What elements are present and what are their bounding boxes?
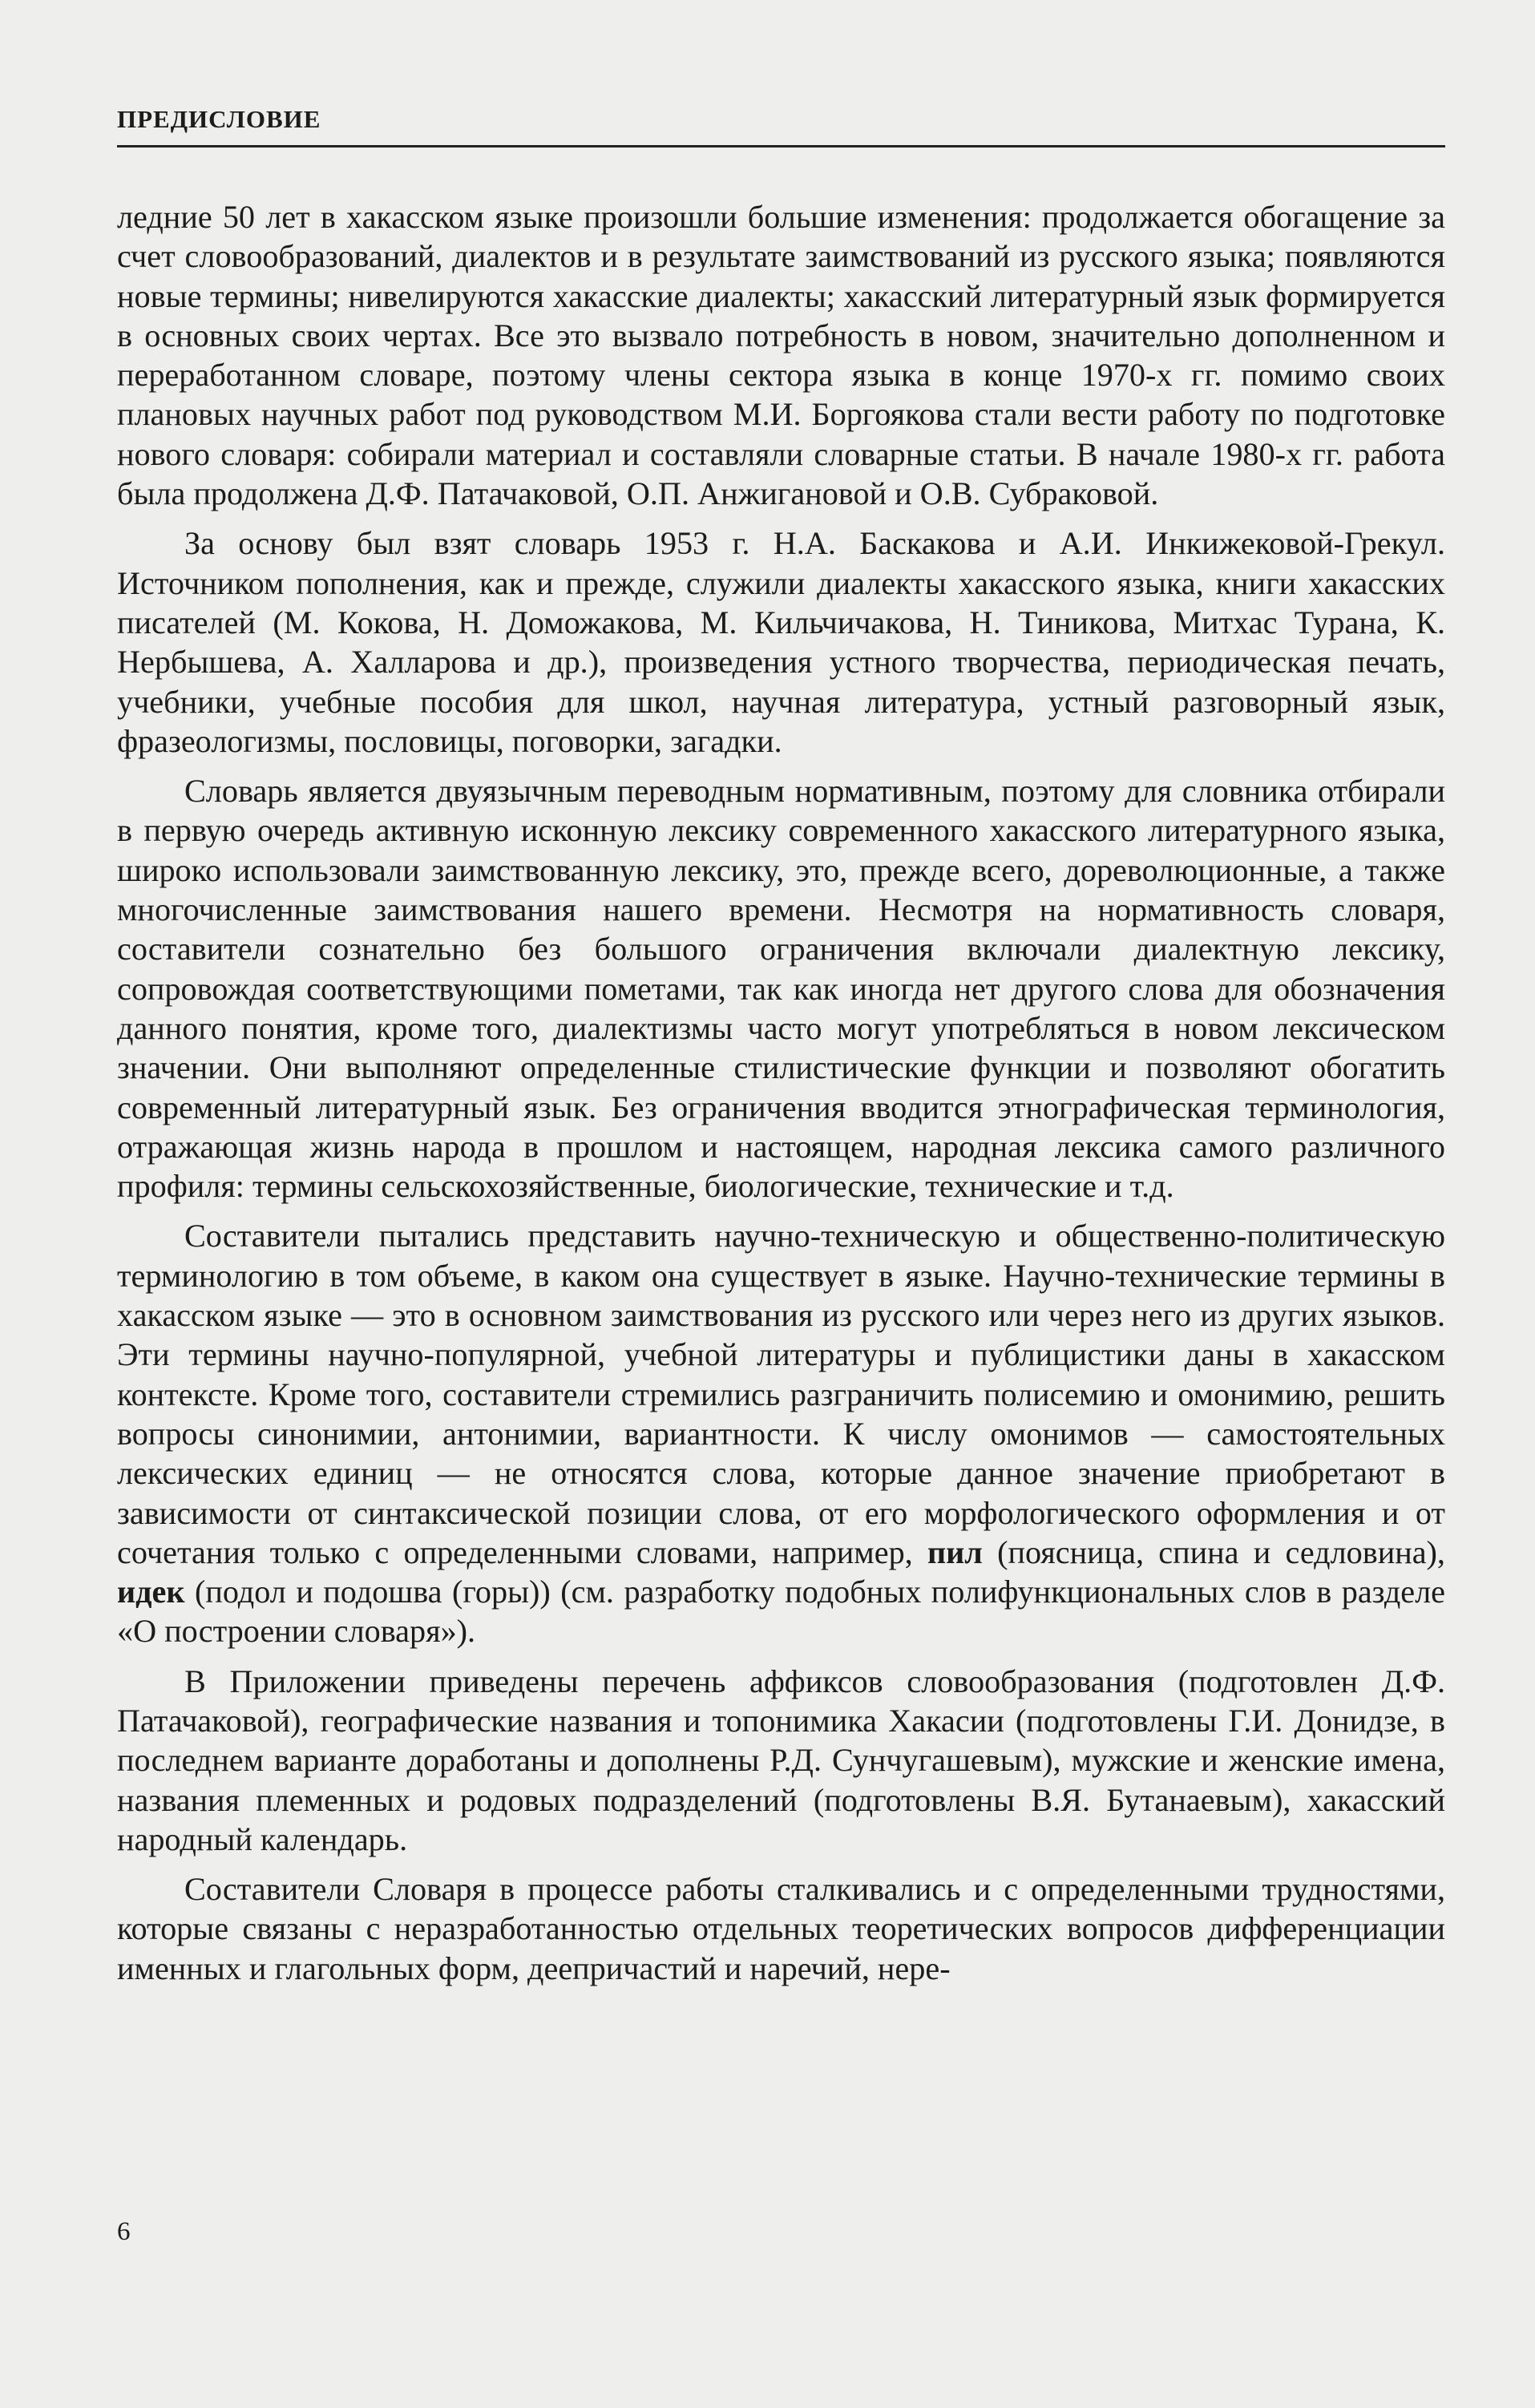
text-segment: (поясница, спина и седловина), — [982, 1533, 1445, 1570]
page-number: 6 — [117, 2217, 131, 2246]
paragraph — [117, 523, 1445, 761]
headword: идек — [117, 1574, 185, 1610]
text-segment: Составители Словаря в процессе работы сталкивались и с определенными трудностями, которые связаны с неразработанностью отдельных теоретических вопросов дифференциации именных и глагольных форм, деепричастий и наречий, нере- — [117, 1871, 1445, 1986]
text-segment: ледние 50 лет в хакасском языке произошли большие изменения: продолжается обогащение за счет словообразований, диалектов и в результате заимствований из русского языка; появляются новые термины; нивелируются хакасские диалекты; хакасский литературный язык формируется в основных своих чертах. Все это вызвало потребность в новом, значительно дополненном и переработанном словаре, поэтому члены сектора языка в конце 1970-х гг. помимо своих плановых научных работ под руководством М.И. Боргоякова стали вести работу по подготовке нового словаря: собирали материал и составляли словарные статьи. В начале 1980-х гг. работа была продолжена Д.Ф. Патачаковой, О.П. Анжигановой и О.В. Субраковой. — [117, 199, 1445, 512]
paragraph — [117, 1216, 1445, 1650]
running-head: ПРЕДИСЛОВИЕ — [117, 105, 321, 133]
paragraph — [117, 771, 1445, 1206]
text-segment: (подол и подошва (горы)) (см. разработку подобных полифункциональных слов в разделе «О построении словаря»). — [117, 1574, 1445, 1650]
paragraph — [117, 197, 1445, 513]
text-segment: Составители пытались представить научно-техническую и общественно-политическую терминологию в том объеме, в каком она существует в языке. Научно-технические термины в хакасском языке — это в основном заимствования из русского или через него из других языков. Эти термины научно-популярной, учебной литературы и публицистики даны в хакасском контексте. Кроме того, составители стремились разграничить полисемию и омонимию, решить вопросы синонимии, антонимии, вариантности. К числу омонимов — самостоятельных лексических единиц — не относятся слова, которые данное значение приобретают в зависимости от синтаксической позиции слова, от его морфологического оформления и от сочетания только с определенными словами, например, — [117, 1218, 1445, 1570]
text-segment: Словарь является двуязычным переводным нормативным, поэтому для словника отбирали в первую очередь активную исконную лексику современного хакасского литературного языка, широко использовали заимствованную лексику, это, прежде всего, дореволюционные, а также многочисленные заимствования нашего времени. Несмотря на нормативность словаря, составители сознательно без большого ограничения включали диалектную лексику, сопровождая соответствующими пометами, так как иногда нет другого слова для обозначения данного понятия, кроме того, диалектизмы часто могут употребляться в новом лексическом значении. Они выполняют определенные стилистические функции и позволяют обогатить современный литературный язык. Без ограничения вводится этнографическая терминология, отражающая жизнь народа в прошлом и настоящем, народная лексика самого различного профиля: термины сельскохозяйственные, биологические, технические и т.д. — [117, 773, 1445, 1205]
headword: пил — [927, 1533, 983, 1570]
text-segment: За основу был взят словарь 1953 г. Н.А. Баскакова и А.И. Инкижековой-Грекул. Источником пополнения, как и прежде, служили диалекты хакасского языка, книги хакасских писателей (М. Кокова, Н. Доможакова, М. Кильчичакова, Н. Тиникова, Митхас Турана, К. Нербышева, А. Халларова и др.), произведения устного творчества, периодическая печать, учебники, учебные пособия для школ, научная литература, устный разговорный язык, фразеологизмы, пословицы, поговорки, загадки. — [117, 525, 1445, 759]
body-text — [117, 197, 1445, 1998]
header-rule — [117, 145, 1445, 147]
text-segment: В Приложении приведены перечень аффиксов словообразования (подготовлен Д.Ф. Патачаковой), географические названия и топонимика Хакасии (подготовлены Г.И. Донидзе, в последнем варианте доработаны и дополнены Р.Д. Сунчугашевым), мужские и женские имена, названия племенных и родовых подразделений (подготовлены В.Я. Бутанаевым), хакасский народный календарь. — [117, 1663, 1445, 1857]
paragraph — [117, 1869, 1445, 1988]
paragraph — [117, 1662, 1445, 1859]
